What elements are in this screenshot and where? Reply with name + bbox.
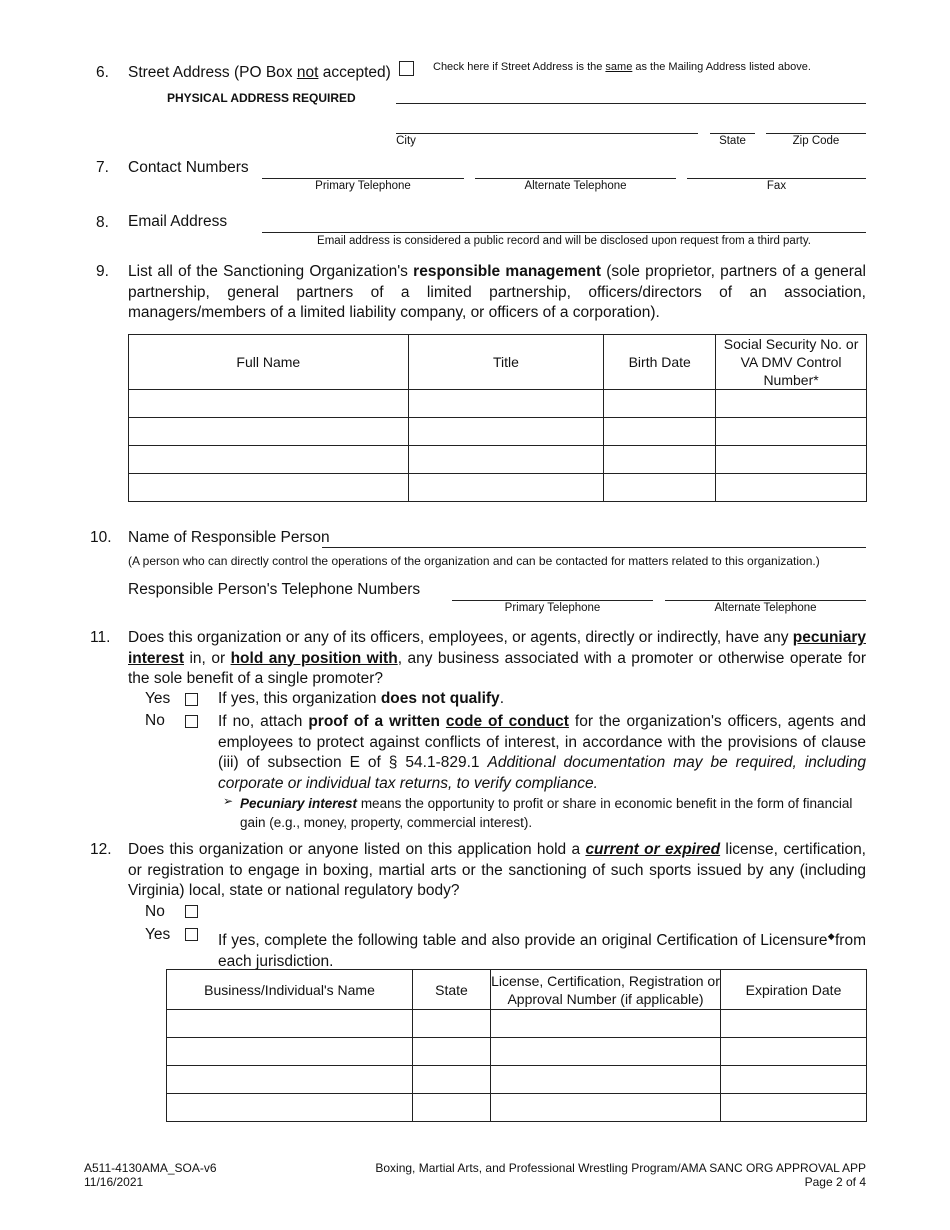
q12-yes-checkbox[interactable] <box>185 928 198 941</box>
q11-yes-bold: does not qualify <box>380 690 500 707</box>
q10-label: Name of Responsible Person <box>128 529 330 546</box>
licensure-table <box>166 969 867 1122</box>
same-pre: Check here if Street Address is the <box>433 61 606 73</box>
q11-no-text <box>218 712 866 794</box>
q11-yes-checkbox[interactable] <box>185 693 198 706</box>
table-cell[interactable] <box>167 1010 413 1038</box>
q11-no-mid: for the organization's officers, agents and employees to protect against conflicts of interest, in accordance with the provisions of clause (iii) of subsection E of § 54.1-829.1 <box>218 713 866 771</box>
q6-required: PHYSICAL ADDRESS REQUIRED <box>167 91 356 105</box>
zip-caption: Zip Code <box>792 135 840 147</box>
footer-program: Boxing, Martial Arts, and Professional Wrestling Program/AMA SANC ORG APPROVAL APP <box>375 1161 866 1175</box>
q9-text-bold: responsible management <box>413 263 602 280</box>
table-row <box>129 390 867 418</box>
table-cell[interactable] <box>167 1094 413 1122</box>
state-field[interactable] <box>710 133 755 134</box>
q11-yes-text <box>218 690 504 708</box>
same-post: as the Mailing Address listed above. <box>632 61 811 73</box>
q12-t2: license, certification, or registration to engage in boxing, martial arts or the sanctioning of such sports issued by any (including Virginia) local, state or national regulatory body? <box>128 841 866 899</box>
col-state: State <box>413 970 491 1010</box>
q11-no-checkbox[interactable] <box>185 715 198 728</box>
responsible-alternate-caption: Alternate Telephone <box>714 602 817 614</box>
table-cell[interactable] <box>413 1094 491 1122</box>
table-cell[interactable] <box>716 446 867 474</box>
table-row <box>167 1094 867 1122</box>
table-cell[interactable] <box>721 1010 867 1038</box>
q11-t2: in, or <box>184 649 231 667</box>
table-cell[interactable] <box>604 474 716 502</box>
q7-number: 7. <box>96 159 109 176</box>
q9-text <box>128 262 866 324</box>
table-cell[interactable] <box>129 390 409 418</box>
table-cell[interactable] <box>491 1038 721 1066</box>
table-cell[interactable] <box>129 446 409 474</box>
col-ssn: Social Security No. or VA DMV Control Number* <box>716 335 867 390</box>
email-field[interactable] <box>262 232 866 233</box>
table-cell[interactable] <box>491 1010 721 1038</box>
table-row <box>129 446 867 474</box>
alternate-telephone-caption: Alternate Telephone <box>524 180 627 192</box>
same-word: same <box>605 61 633 73</box>
q11-t1: Does this organization or any of its officers, employees, or agents, directly or indirectly, have any <box>128 629 793 646</box>
responsible-primary-caption: Primary Telephone <box>504 602 601 614</box>
col-business-name: Business/Individual's Name <box>167 970 413 1010</box>
city-caption: City <box>396 135 416 147</box>
table-cell[interactable] <box>604 446 716 474</box>
zip-field[interactable] <box>766 133 866 134</box>
primary-telephone-field[interactable] <box>262 178 464 179</box>
table-cell[interactable] <box>408 446 604 474</box>
footer-date: 11/16/2021 <box>84 1175 144 1189</box>
def-term: Pecuniary interest <box>240 796 358 811</box>
q12-text <box>128 840 866 902</box>
city-field[interactable] <box>396 133 698 134</box>
fax-caption: Fax <box>766 180 787 192</box>
q12-yes-post: from each jurisdiction. <box>218 932 866 970</box>
table-cell[interactable] <box>604 418 716 446</box>
q12-yes-text <box>218 926 866 972</box>
table-cell[interactable] <box>721 1094 867 1122</box>
q12-yes-pre: If yes, complete the following table and also provide an original Certification of Licensure <box>218 932 828 950</box>
table-cell[interactable] <box>129 474 409 502</box>
q9-number: 9. <box>96 263 109 280</box>
table-cell[interactable] <box>721 1066 867 1094</box>
table-cell[interactable] <box>716 418 867 446</box>
q9-text-post: (sole proprietor, partners of a general partnership, general partners of a limited partnership, officers/directors of an association, managers/members of a limited liability company, or officers of a corporation). <box>128 263 866 321</box>
q11-text <box>128 628 866 690</box>
q10-phones-label: Responsible Person's Telephone Numbers <box>128 581 421 598</box>
q11-t3: , any business associated with a promoter or otherwise operate for the sole benefit of a single promoter? <box>128 649 866 687</box>
footer-form-id: A511-4130AMA_SOA-v6 <box>84 1161 217 1175</box>
state-caption: State <box>719 135 746 147</box>
table-cell[interactable] <box>167 1066 413 1094</box>
fax-field[interactable] <box>687 178 866 179</box>
table-cell[interactable] <box>129 418 409 446</box>
q12-t1-bi: current or expired <box>585 841 721 858</box>
table-cell[interactable] <box>716 390 867 418</box>
table-cell[interactable] <box>491 1066 721 1094</box>
table-cell[interactable] <box>413 1038 491 1066</box>
q12-yes-label: Yes <box>145 926 171 943</box>
q11-no-bold2: code of conduct <box>445 713 569 730</box>
q10-number: 10. <box>90 529 112 546</box>
q12-number: 12. <box>90 841 112 858</box>
q11-yes-post: . <box>499 690 504 707</box>
table-cell[interactable] <box>413 1066 491 1094</box>
table-row <box>167 1010 867 1038</box>
q11-yes-label: Yes <box>145 690 171 707</box>
same-as-mailing-label <box>433 61 811 73</box>
footer-page: Page 2 of 4 <box>804 1175 866 1189</box>
q6-label-not: not <box>296 64 319 81</box>
bullet-arrow-icon: ➢ <box>223 794 234 808</box>
col-birth-date: Birth Date <box>604 335 716 390</box>
q12-no-label: No <box>145 903 165 920</box>
q11-number: 11. <box>90 629 111 646</box>
q10-note: (A person who can directly control the operations of the organization and can be contacted for matters related to this organization.) <box>128 554 820 568</box>
table-cell[interactable] <box>408 418 604 446</box>
q11-no-bold1: proof of a written <box>308 713 446 730</box>
table-cell[interactable] <box>167 1038 413 1066</box>
table-row <box>167 1066 867 1094</box>
q6-label-post: accepted) <box>318 64 391 81</box>
email-note: Email address is considered a public record and will be disclosed upon request from a third party. <box>317 235 811 247</box>
col-title: Title <box>408 335 604 390</box>
q11-yes-pre: If yes, this organization <box>218 690 381 707</box>
same-as-mailing-checkbox[interactable] <box>399 61 414 76</box>
q8-label: Email Address <box>128 213 228 230</box>
alternate-telephone-field[interactable] <box>475 178 676 179</box>
table-cell[interactable] <box>413 1010 491 1038</box>
q11-no-pre: If no, attach <box>218 713 309 730</box>
col-expiration-date: Expiration Date <box>721 970 867 1010</box>
table-cell[interactable] <box>721 1038 867 1066</box>
diamond-icon: ◆ <box>827 931 835 941</box>
pecuniary-definition <box>240 794 866 832</box>
q7-label: Contact Numbers <box>128 159 249 176</box>
table-cell[interactable] <box>408 474 604 502</box>
q11-no-label: No <box>145 712 165 729</box>
q11-t1-bold: pecuniary interest <box>128 629 866 667</box>
col-full-name: Full Name <box>129 335 409 390</box>
table-row <box>129 474 867 502</box>
q11-t2-bold: hold any position with <box>230 649 398 667</box>
responsible-person-field[interactable] <box>322 547 866 548</box>
table-row <box>167 1038 867 1066</box>
q6-label-pre: Street Address (PO Box <box>128 64 297 81</box>
responsible-alternate-phone-field[interactable] <box>665 600 866 601</box>
q8-number: 8. <box>96 214 109 231</box>
q12-no-checkbox[interactable] <box>185 905 198 918</box>
responsible-primary-phone-field[interactable] <box>452 600 653 601</box>
q6-label <box>128 64 391 82</box>
col-license-number: License, Certification, Registration or Approval Number (if applicable) <box>491 970 721 1010</box>
street-address-field[interactable] <box>396 103 866 104</box>
q11-no-italic: Additional documentation may be required, including corporate or individual tax returns, to verify compliance. <box>218 754 866 792</box>
q12-t1: Does this organization or anyone listed on this application hold a <box>128 841 586 858</box>
table-cell[interactable] <box>604 390 716 418</box>
table-row <box>129 418 867 446</box>
def-text: means the opportunity to profit or share in economic benefit in the form of financial gain (e.g., money, property, commercial interest). <box>240 796 853 830</box>
q6-number: 6. <box>96 64 109 81</box>
responsible-management-table <box>128 334 867 502</box>
table-cell[interactable] <box>716 474 867 502</box>
q9-text-pre: List all of the Sanctioning Organization's <box>128 263 414 280</box>
table-cell[interactable] <box>408 390 604 418</box>
primary-telephone-caption: Primary Telephone <box>315 180 411 192</box>
table-cell[interactable] <box>491 1094 721 1122</box>
